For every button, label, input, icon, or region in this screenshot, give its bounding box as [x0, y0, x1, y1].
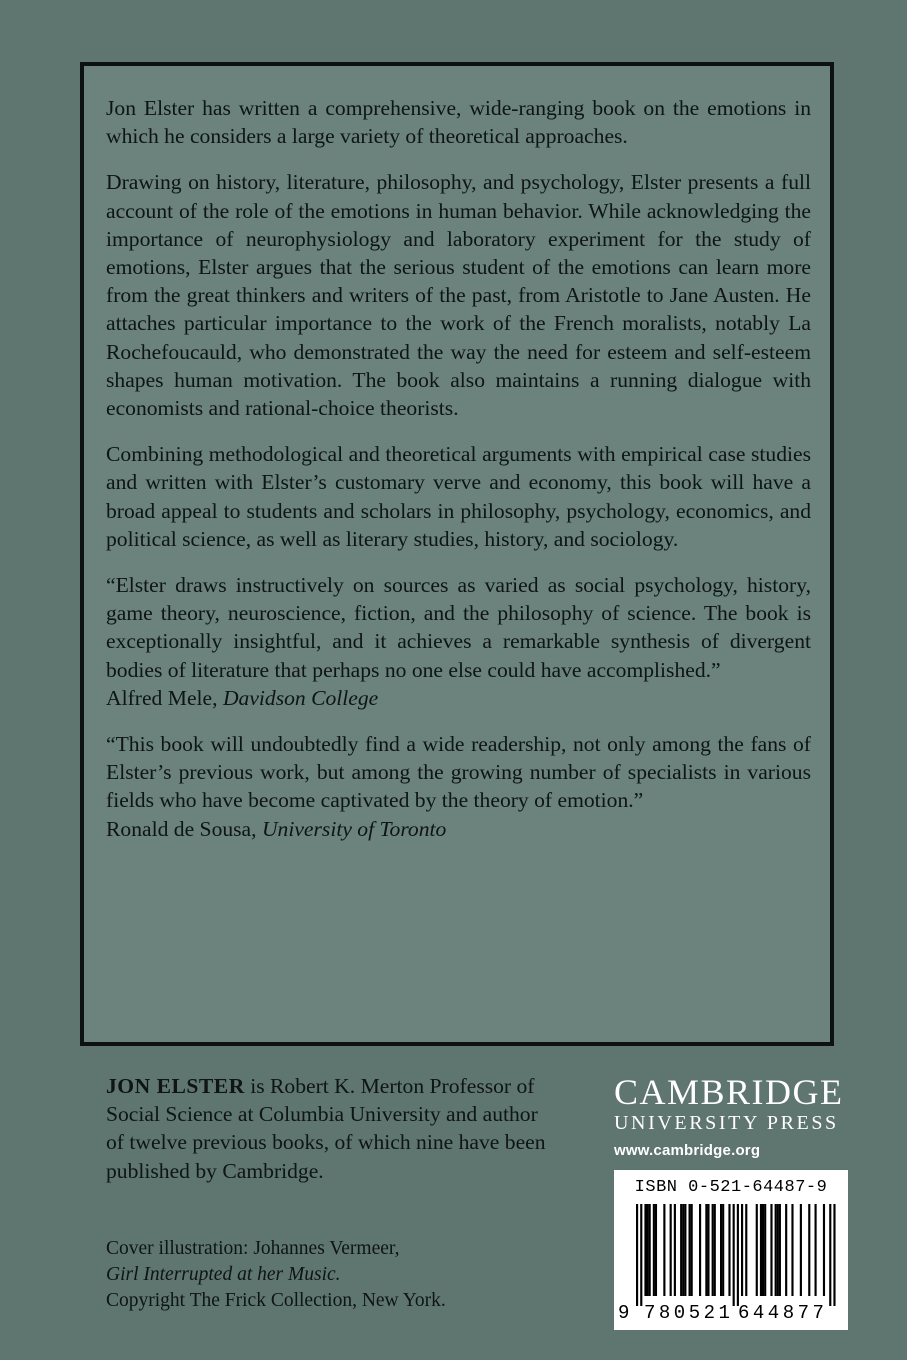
barcode-bar — [756, 1204, 758, 1296]
barcode-bar — [800, 1204, 802, 1296]
barcode-bar — [674, 1204, 676, 1296]
barcode-bar — [644, 1204, 646, 1296]
reviewer-name-1: Alfred Mele, — [106, 685, 218, 710]
barcode-bar — [663, 1204, 665, 1296]
barcode-bar — [829, 1204, 831, 1306]
barcode-bar — [785, 1204, 787, 1296]
barcode-bar — [714, 1204, 716, 1296]
barcode-bar — [722, 1204, 724, 1296]
barcode-bar — [705, 1204, 707, 1296]
barcode-bar — [737, 1204, 739, 1306]
barcode-icon — [624, 1204, 838, 1306]
barcode-bar — [775, 1204, 777, 1296]
barcode-bar — [649, 1204, 651, 1296]
barcode-bar — [712, 1204, 714, 1296]
blurb-text — [106, 94, 811, 861]
barcode-bar — [733, 1204, 735, 1306]
barcode-bar — [689, 1204, 691, 1296]
publisher-url: www.cambridge.org — [614, 1142, 761, 1159]
barcode-bar — [655, 1204, 657, 1296]
barcode-bar — [647, 1204, 649, 1296]
barcode-bar — [833, 1204, 835, 1306]
barcode-bar — [728, 1204, 730, 1296]
barcode-bar — [680, 1204, 682, 1296]
barcode-box — [614, 1170, 848, 1330]
barcode-bar — [764, 1204, 766, 1296]
barcode-bar — [653, 1204, 655, 1296]
barcode-bar — [760, 1204, 762, 1296]
isbn-label: ISBN 0-521-64487-9 — [634, 1178, 828, 1197]
barcode-bar — [745, 1204, 747, 1296]
reviewer-name-2: Ronald de Sousa, — [106, 816, 257, 841]
barcode-bar — [815, 1204, 817, 1296]
review-attribution-2 — [106, 815, 811, 843]
author-bio-text: is Robert K. Merton Professor of Social Science at Columbia University and author of twelve previous books, of which nine have been published by Cambridge. — [106, 1074, 546, 1183]
review-quote-2: “This book will undoubtedly find a wide readership, not only among the fans of Elster’s previous work, but among the growing number of specialists in various fields who have become captivated by the theory of emotion.” — [106, 732, 811, 813]
barcode-bar — [823, 1204, 825, 1296]
barcode-bar — [636, 1204, 638, 1306]
cover-credit-line-3: Copyright The Frick Collection, New York. — [106, 1290, 446, 1311]
barcode-bar — [707, 1204, 709, 1296]
barcode-bar — [670, 1204, 672, 1296]
barcode-bar — [682, 1204, 684, 1296]
barcode-bar — [699, 1204, 701, 1296]
barcode-bar — [779, 1204, 781, 1296]
barcode-bar — [741, 1204, 743, 1296]
blurb-paragraph-2: Drawing on history, literature, philosophy, and psychology, Elster presents a full account of the role of the emotions in human behavior. While acknowledging the importance of neurophysiology and laboratory experiment for the study of emotions, Elster argues that the serious student of the emotions can learn more from the great thinkers and writers of the past, from Aristotle to Jane Austen. He attaches particular importance to the work of the French moralists, notably La Rochefoucauld, who demonstrated the way the need for esteem and self-esteem shapes human motivation. The book also maintains a running dialogue with economists and rational-choice theorists. — [106, 170, 811, 421]
ean-first-digit: 9 — [618, 1302, 630, 1324]
barcode-bar — [720, 1204, 722, 1296]
ean-left-group: 780521 — [644, 1302, 734, 1324]
barcode-bar — [684, 1204, 686, 1296]
reviewer-affiliation-2: University of Toronto — [261, 816, 447, 841]
blurb-paragraph-1: Jon Elster has written a comprehensive, wide-ranging book on the emotions in which he considers a large variety of theoretical approaches. — [106, 96, 811, 149]
barcode-bar — [808, 1204, 810, 1296]
author-bio — [106, 1072, 556, 1185]
ean-right-group: 644877 — [738, 1302, 828, 1324]
barcode-bar — [777, 1204, 779, 1296]
cover-credit-line-1: Cover illustration: Johannes Vermeer, — [106, 1238, 400, 1259]
barcode-bar — [770, 1204, 772, 1296]
barcode-bar — [691, 1204, 693, 1296]
review-quote-1: “Elster draws instructively on sources as varied as social psychology, history, game theory, neuroscience, fiction, and the philosophy of science. The book is exceptionally insightful, and it achieves a remarkable synthesis of divergent bodies of literature that perhaps no one else could have accomplished.” — [106, 573, 811, 682]
barcode-bar — [640, 1204, 642, 1306]
reviewer-affiliation-1: Davidson College — [222, 685, 379, 710]
publisher-name: CAMBRIDGE — [614, 1072, 844, 1112]
cover-credit-artwork: Girl Interrupted at her Music. — [106, 1264, 341, 1285]
review-attribution-1 — [106, 684, 811, 712]
barcode-bar — [791, 1204, 793, 1296]
cover-credit — [106, 1236, 556, 1314]
author-name: JON ELSTER — [106, 1074, 245, 1098]
publisher-logo — [614, 1074, 854, 1159]
blurb-paragraph-3: Combining methodological and theoretical arguments with empirical case studies and written with Elster’s customary verve and economy, this book will have a broad appeal to students and scholars in philosophy, psychology, economics, and political science, as well as literary studies, history, and sociology. — [106, 442, 811, 551]
barcode-bar — [762, 1204, 764, 1296]
publisher-subtitle: UNIVERSITY PRESS — [614, 1112, 839, 1134]
